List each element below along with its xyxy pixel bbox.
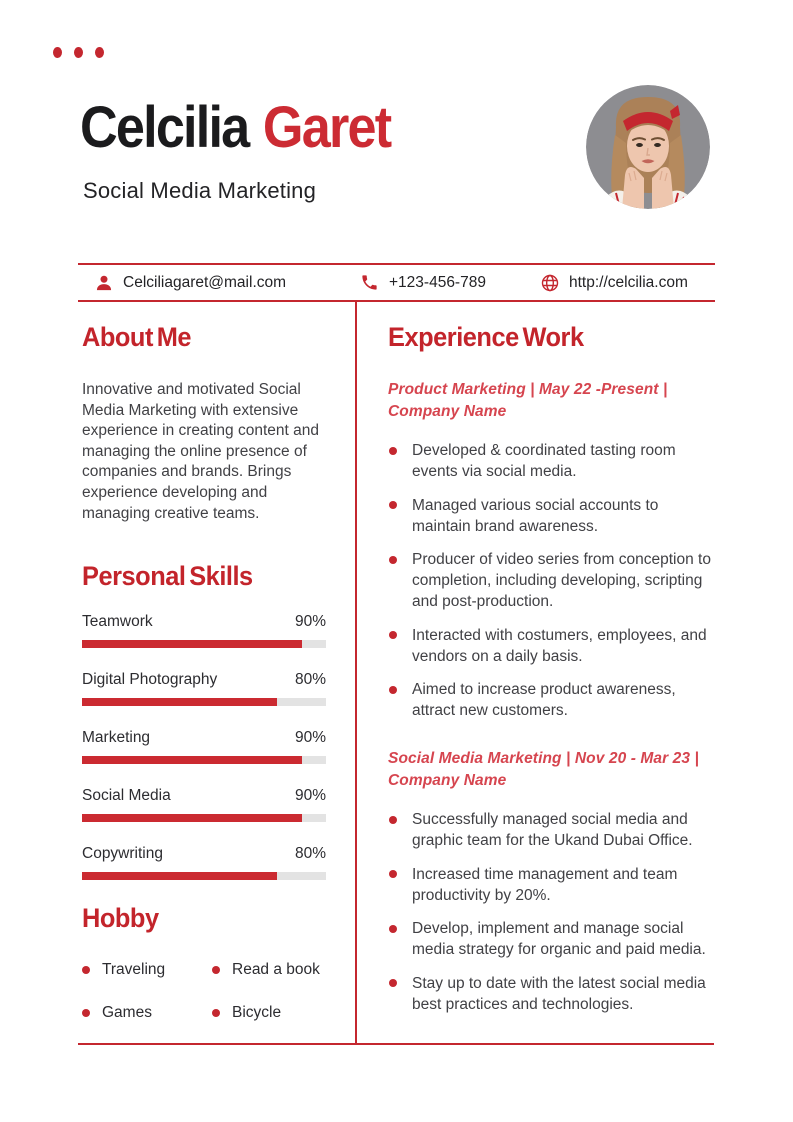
job-bullet: Developed & coordinated tasting room events via social media. [388,440,714,482]
job-bullet: Successfully managed social media and graphic team for the Ukand Dubai Office. [388,809,714,851]
hobby-title: Hobby [82,903,159,934]
skill-bar-track [82,698,326,706]
skill-label: Teamwork [82,613,153,631]
job-bullet: Stay up to date with the latest social media best practices and technologies. [388,973,714,1015]
skill-bar-track [82,640,326,648]
hobby-list [82,961,326,1022]
hobby-item [212,1004,326,1022]
contact-phone [360,265,486,300]
experience-job [388,379,714,721]
job-bullet: Producer of video series from conception to completion, including developing, scripting and post-production. [388,549,714,612]
job-title: Social Media Marketing [83,178,317,203]
skill-label: Digital Photography [82,671,218,689]
website-text: http://celcilia.com [569,273,688,291]
hobby-label: Traveling [102,961,166,979]
red-dot [95,47,104,58]
hobby-label: Bicycle [232,1004,282,1022]
contact-bar [78,263,715,302]
job-heading: Social Media Marketing | Nov 20 - Mar 23 | Company Name [388,750,699,789]
phone-text: +123-456-789 [389,273,486,291]
globe-icon [540,273,560,293]
first-name: Celcilia [80,95,249,160]
hobby-label: Games [102,1004,152,1022]
contact-website [540,265,688,300]
bullet-dot [82,1009,90,1017]
skill-value: 90% [294,613,326,631]
skill-bar-track [82,756,326,764]
email-text: Celciliagaret@mail.com [123,273,287,291]
profile-photo [586,85,710,209]
skill-label: Marketing [82,729,151,747]
job-heading: Product Marketing | May 22 -Present | Company Name [388,381,668,420]
skill-item [82,729,326,764]
skill-bar-fill [82,814,302,822]
skill-value: 90% [294,729,326,747]
phone-icon [360,273,380,293]
job-bullet: Increased time management and team productivity by 20%. [388,864,714,906]
bullet-dot [212,966,220,974]
bottom-rule [78,1043,714,1045]
red-dot [53,47,62,58]
about-title: About Me [82,322,192,352]
job-bullet: Aimed to increase product awareness, attract new customers. [388,679,714,721]
decorative-dots [53,47,104,58]
last-name: Garet [262,95,391,160]
hobby-item [212,961,326,979]
skill-value: 80% [294,671,326,689]
skill-bar-fill [82,698,277,706]
skill-item [82,845,326,880]
skill-value: 80% [294,845,326,863]
skill-bar-fill [82,756,302,764]
job-bullet: Develop, implement and manage social media strategy for organic and paid media. [388,918,714,960]
skill-bar-fill [82,872,277,880]
skill-label: Copywriting [82,845,163,863]
job-bullet: Interacted with costumers, employees, and vendors on a daily basis. [388,625,714,667]
skills-list [82,613,326,880]
skill-value: 90% [294,787,326,805]
avatar-illustration [586,85,710,209]
bullet-dot [212,1009,220,1017]
left-column [82,322,326,1022]
column-divider [355,302,357,1044]
job-bullets [388,440,714,721]
hobby-item [82,1004,212,1022]
skills-title: Personal Skills [82,561,253,592]
person-icon [94,273,114,293]
experience-title: Experience Work [388,322,584,352]
job-bullets [388,809,714,1015]
skill-item [82,613,326,648]
contact-email [94,265,286,300]
experience-job [388,748,714,1015]
skill-bar-fill [82,640,302,648]
about-text: Innovative and motivated Social Media Marketing with extensive experience in creating content and managing the online presence of companies and brands. Brings experience developing and managing creative teams. [82,381,319,522]
bullet-dot [82,966,90,974]
skill-item [82,671,326,706]
skill-label: Social Media [82,787,171,805]
skill-bar-track [82,872,326,880]
red-dot [74,47,83,58]
right-column [388,322,714,1027]
job-bullet: Managed various social accounts to maintain brand awareness. [388,495,714,537]
hobby-label: Read a book [232,961,320,979]
hobby-item [82,961,212,979]
person-name [80,96,390,160]
skill-item [82,787,326,822]
skill-bar-track [82,814,326,822]
